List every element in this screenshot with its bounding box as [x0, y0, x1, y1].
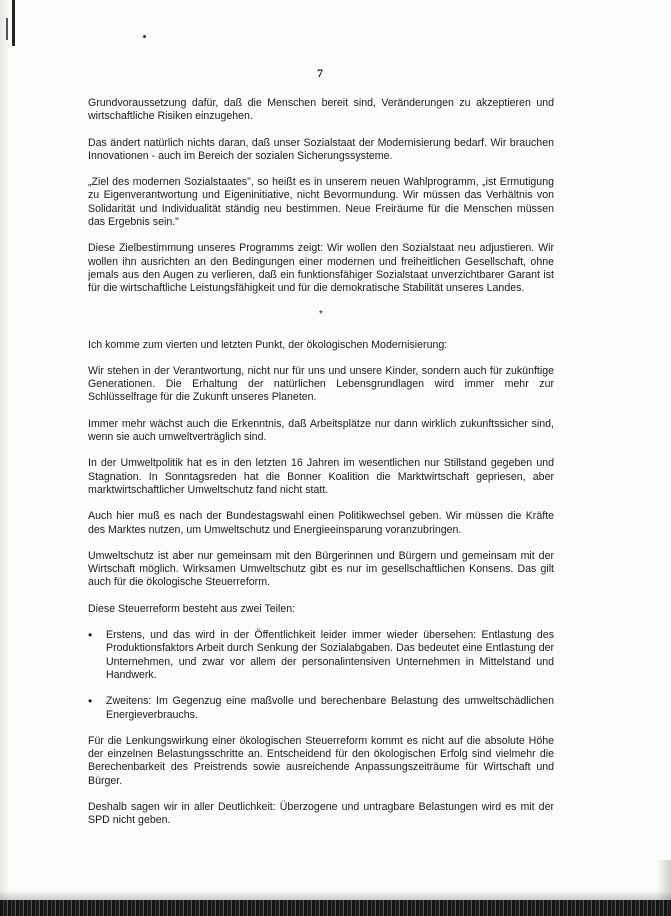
section-separator: * [319, 308, 323, 320]
bullet-list [88, 629, 554, 722]
binding-mark-secondary [6, 18, 8, 40]
paragraph: Diese Steuerreform besteht aus zwei Teilen: [88, 602, 296, 615]
scan-speck [143, 35, 146, 38]
paragraph: Immer mehr wächst auch die Erkenntnis, daß Arbeitsplätze nur dann wirklich zukunftssicher sind, wenn sie auch umweltverträglich sind. [88, 417, 554, 444]
paragraph-quote: „Ziel des modernen Sozialstaates", so heißt es in unserem neuen Wahlprogramm, „ist Ermutigung zu Eigenverantwortung und Eigeninitiative, nicht Bevormundung. Wir müssen das Verhältnis von Solidarität und Individualität ständig neu bestimmen. Neue Freiräume für die Menschen müssen das Ergebnis sein." [88, 176, 554, 229]
bullet-item [88, 629, 554, 682]
bullet-icon: • [88, 628, 93, 643]
bullet-icon: • [88, 694, 93, 709]
paragraph: Deshalb sagen wir in aller Deutlichkeit: Überzogene und untragbare Belastungen wird es mit der SPD nicht geben. [88, 800, 554, 827]
scan-bottom-shadow [0, 890, 671, 900]
paragraph: Auch hier muß es nach der Bundestagswahl einen Politikwechsel geben. Wir müssen die Kräfte des Marktes nutzen, um Umweltschutz und Energieeinsparung voranzubringen. [88, 510, 554, 536]
paragraph: Wir stehen in der Verantwortung, nicht nur für uns und unsere Kinder, sondern auch für zukünftige Generationen. Die Erhaltung der natürlichen Lebensgrundlagen wird immer mehr zur Schlüsselfrage für die Zukunft unseres Planeten. [88, 364, 554, 404]
paragraph: Diese Zielbestimmung unseres Programms zeigt: Wir wollen den Sozialstaat neu adjustieren. Wir wollen ihn ausrichten an den Bedingungen einer modernen und freiheitlichen Gesellschaft, ohne jemals aus den Augen zu verlieren, daß ein funktionsfähiger Sozialstaat unverzichtbarer Garant ist für die wirtschaftliche Leistungsfähigkeit und für die demokratische Stabilität unseres Landes. [88, 242, 554, 295]
paragraph: Das ändert natürlich nichts daran, daß unser Sozialstaat der Modernisierung bedarf. Wir brauchen Innovationen - auch im Bereich der sozialen Sicherungssysteme. [88, 136, 554, 162]
paragraph: Für die Lenkungswirkung einer ökologischen Steuerreform kommt es nicht auf die absolute Höhe der einzelnen Belastungsschritte an. Entscheidend für den ökologischen Erfolg sind vielmehr die Berechenbarkeit des Preistrends sowie ausreichende Anpassungszeiträume für Wirtschaft und Bürger. [88, 734, 554, 787]
document-body [88, 97, 554, 841]
paragraph: Umweltschutz ist aber nur gemeinsam mit den Bürgerinnen und Bürgern und gemeinsam mit der Wirtschaft möglich. Wirksamen Umweltschutz gibt es nur im gesellschaftlichen Konsens. Das gilt auch für die ökologische Steuerreform. [88, 549, 554, 589]
scan-left-edge [0, 0, 10, 916]
page-number: 7 [317, 66, 323, 80]
bullet-text: Erstens, und das wird in der Öffentlichkeit leider immer wieder übersehen: Entlastung des Produktionsfaktors Arbeit durch Senkung der Sozialabgaben. Das bedeutet eine Entlastung der Unternehmen, und zwar vor allem der personalintensiven Unternehmen in Mittelstand und Handwerk. [106, 629, 554, 681]
bullet-text: Zweitens: Im Gegenzug eine maßvolle und berechenbare Belastung des umweltschädlichen Energieverbrauchs. [106, 695, 554, 721]
paragraph: In der Umweltpolitik hat es in den letzten 16 Jahren im wesentlichen nur Stillstand gegeben und Stagnation. In Sonntagsreden hat die Bonner Koalition die Marktwirtschaft gepriesen, aber marktwirtschaftlicher Umweltschutz fand nicht statt. [88, 457, 554, 496]
scan-bottom-edge [0, 900, 671, 916]
paragraph: Grundvoraussetzung dafür, daß die Menschen bereit sind, Veränderungen zu akzeptieren und wirtschaftliche Risiken einzugehen. [88, 97, 554, 123]
paragraph-section-intro: Ich komme zum vierten und letzten Punkt, der ökologischen Modernisierung: [88, 338, 448, 351]
bullet-item [88, 695, 554, 722]
binding-mark [12, 0, 15, 46]
